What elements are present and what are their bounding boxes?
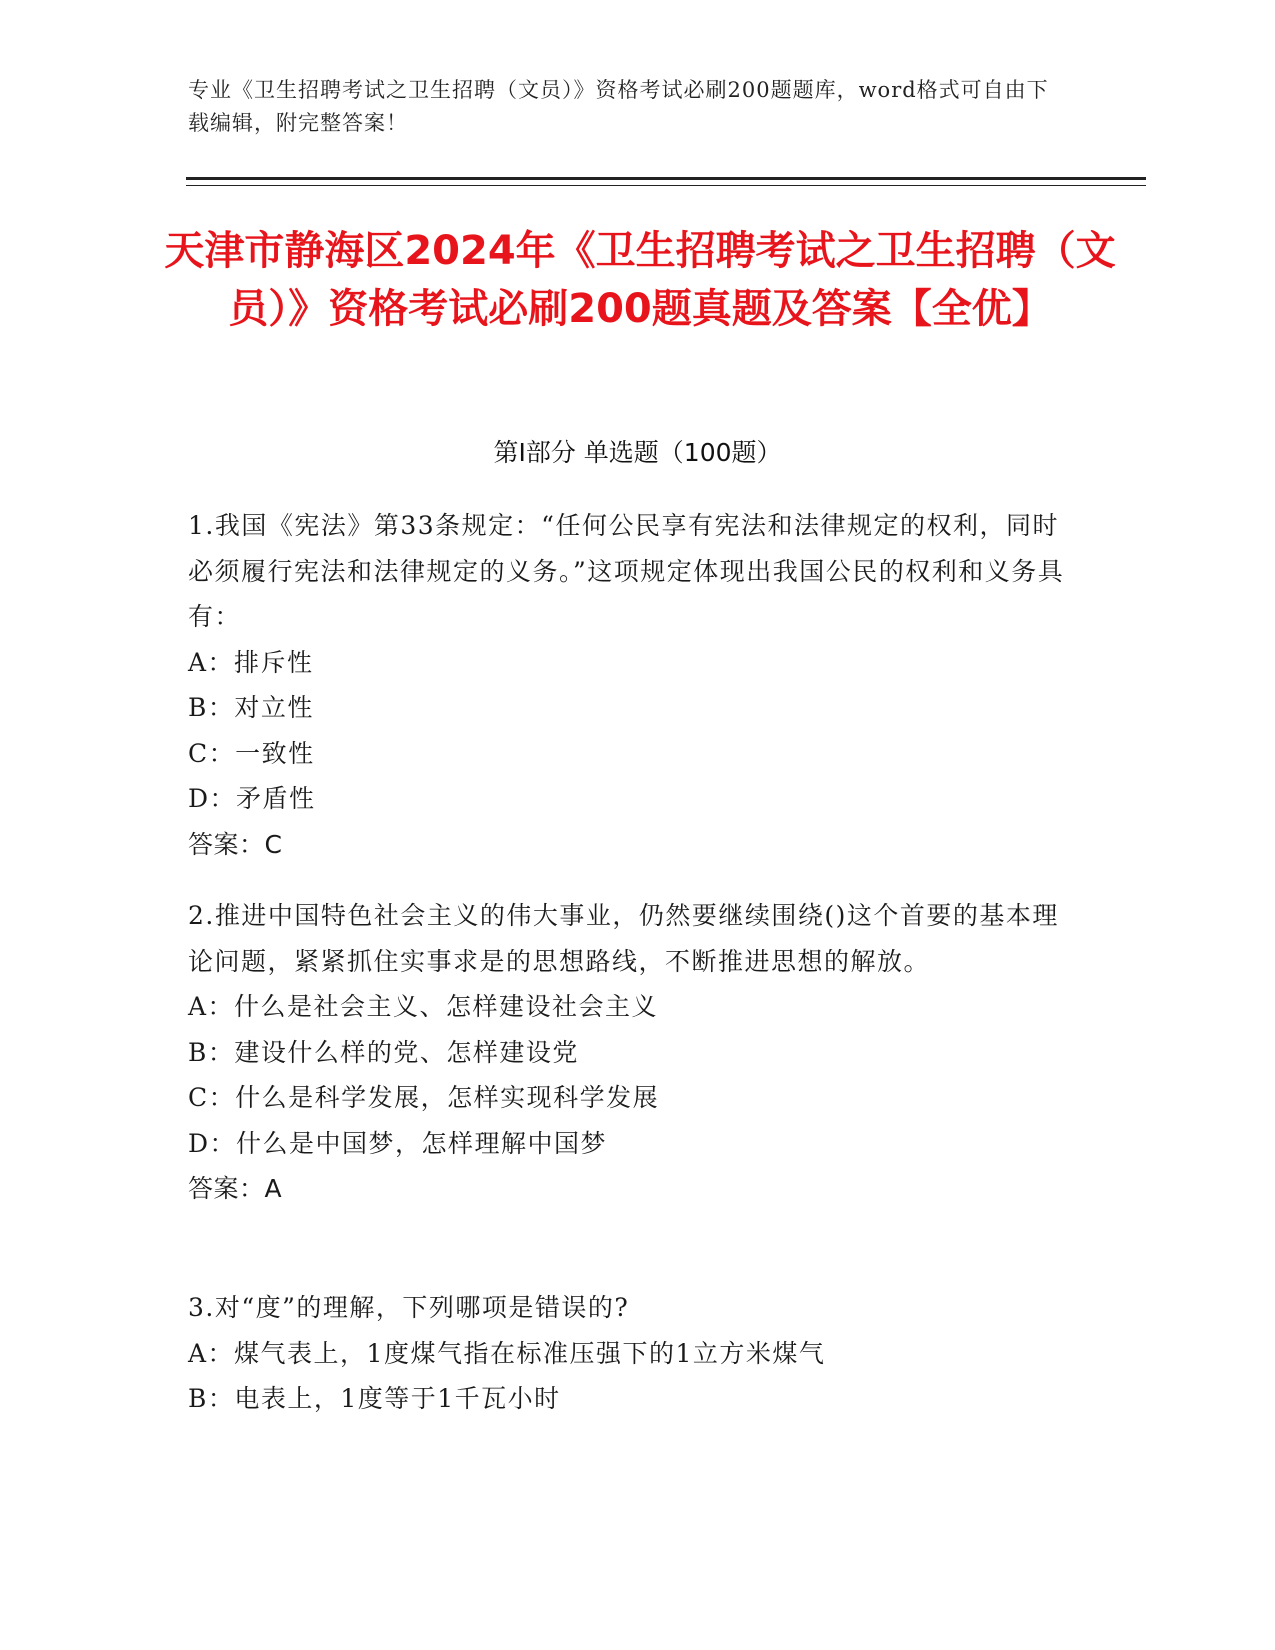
answer-line: 答案：A [188,1174,283,1203]
option-c: C：什么是科学发展，怎样实现科学发展 [188,1083,660,1112]
question-stem: 2.推进中国特色社会主义的伟大事业，仍然要继续围绕()这个首要的基本理论问题，紧紧抓住实事求是的思想路线，不断推进思想的解放。 [188,901,1059,976]
option-b: B：电表上，1度等于1千瓦小时 [188,1384,561,1413]
option-d: D：什么是中国梦，怎样理解中国梦 [188,1128,608,1158]
option-d: D：矛盾性 [188,784,316,813]
question-3 [188,1285,1068,1422]
document-title: 天津市静海区2024年《卫生招聘考试之卫生招聘（文员）》资格考试必刷200题真题及答案【全优】 [164,228,1116,332]
option-c: C：一致性 [188,738,315,768]
question-2 [188,893,1068,1212]
question-1 [188,503,1068,867]
question-stem: 1.我国《宪法》第33条规定：“任何公民享有宪法和法律规定的权利，同时必须履行宪法和法律规定的义务。”这项规定体现出我国公民的权利和义务具有： [188,511,1065,631]
question-stem: 3.对“度”的理解，下列哪项是错误的? [188,1293,630,1322]
header-rule-thin [186,185,1146,186]
answer-line: 答案：C [188,829,283,859]
option-a: A：煤气表上，1度煤气指在标准压强下的1立方米煤气 [188,1338,826,1368]
option-b: B：对立性 [188,693,314,722]
section-title: 第Ⅰ部分 单选题（100题） [493,438,782,467]
header-rule-thick [186,177,1146,180]
option-a: A：排斥性 [188,647,314,677]
header-note: 专业《卫生招聘考试之卫生招聘（文员）》资格考试必刷200题题库，word格式可自由下载编辑，附完整答案！ [188,78,1049,135]
option-a: A：什么是社会主义、怎样建设社会主义 [188,992,659,1021]
option-b: B：建设什么样的党、怎样建设党 [188,1037,579,1067]
